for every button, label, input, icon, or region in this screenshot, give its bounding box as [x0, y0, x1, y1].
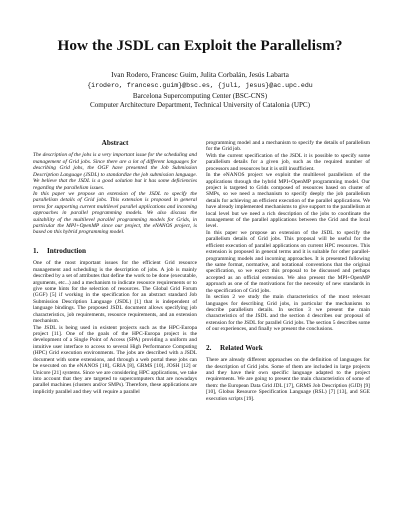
section-number: 1. — [33, 246, 39, 255]
body-paragraph: There are already different approaches on the definition of languages for the description of Grid jobs. Some of them are included in large projects and they have their own specific language adapted to the project requirements. We are going to present the main characteristics of some of them: the European Data Grid JDL [17], GRMS Job Description (GJD) [9] [10], Globus Resource Specification Language (RSL) [7] [13], and SGE execution scripts [19]. — [206, 357, 370, 402]
body-paragraph: One of the most important issues for the efficient Grid resource management and scheduling is the description of jobs. A job is mainly described by a set of attributes that define the work to be done (executable, arguments, etc...) and a mechanism to indicate resource requirements or to give some hints for the selection of resources. The Global Grid Forum (GGF) [5] if working in the specification for an abstract standard Job Submission Description Language (JSDL) [1] that is independent of language bindings. The proposed JSDL document allows specifying job characteristics, job requirements, resource requirements, and an extension mechanism. — [33, 260, 197, 325]
affiliation-2: Computer Architecture Department, Technical University of Catalonia (UPC) — [89, 101, 310, 109]
body-paragraph: In this paper we propose an extension of the JSDL to specify the parallelism details of Grid jobs. This proposal will be useful for the efficient execution of parallel applications on current HPC resources. This extension is proposed in general terms and it is suitable for other parallel-programming models and incoming approaches. It is presented following the same format, normative, and notational conventions that the original specification, so we expect this proposal to be discussed and perhaps accepted as an official extension. We also present the MPI+OpenMP approach as one of the motivations for the necessity of new standards in the specification of Grid jobs. — [206, 229, 370, 294]
right-column — [206, 140, 370, 402]
abstract-paragraph: The description of the jobs is a very important issue for the scheduling and management of Grid jobs. Since there are a lot of different languages for describing Grid jobs, the OGF have presented the Job Submission Description Language (JSDL) to standardize the job submission language. We believe that the JSDL is a good solution but it has some deficiencies regarding the parallelism issues. — [33, 152, 197, 191]
section-title: Related Work — [220, 343, 263, 352]
section-title: Introduction — [47, 246, 87, 255]
body-paragraph: In section 2 we study the main characteristics of the most relevant languages for describing Grid jobs, in particular the mechanisms to describe parallelism details. In section 3 we present the main characteristics of the JSDL and the section 4 describes our proposal of extension for the JSDL for parallel Grid jobs. The section 5 describes some of our experiences, and finally we present the conclusions. — [206, 294, 370, 333]
abstract-heading: Abstract — [101, 139, 129, 147]
body-paragraph: With the current specification of the JSDL it is possible to specify some parallelism details for a given job, such as the required number of processors and resources but it is still insufficient. — [206, 152, 370, 172]
section-number: 2. — [206, 343, 212, 352]
abstract-paragraph: In this paper we propose an extension of the JSDL to specify the parallelism details of Grid jobs. This extension is proposed in general terms for supporting current multilevel parallel applications and incoming approaches in parallel programming models. We also discuss the suitability of the multilevel parallel programming models for Grids, in particular the MPI+OpenMP since our project, the eNANOS project, is based on this hybrid programming model. — [33, 190, 197, 236]
author-emails: {irodero, francesc.guim}@bsc.es, {juli, jesus}@ac.upc.edu — [87, 82, 313, 89]
author-list: Ivan Rodero, Francesc Guim, Julita Corbalán, Jesús Labarta — [111, 70, 289, 79]
body-paragraph: In the eNANOS project we exploit the multilevel parallelism of the applications through the hybrid MPI+OpenMP programming model. Our project is targeted to Grids composed of resources based on cluster of SMPs, so we need a mechanism to specify deeply the job parallelism details for achieving an efficient execution of the parallel applications. We have already implemented mechanisms to give support to the parallelism at local level but we need a rich description of the jobs to coordinate the management of the parallel applications between the Grid and the local level. — [206, 172, 370, 230]
left-column — [33, 140, 197, 395]
body-paragraph: programming model and a mechanism to specify the details of parallelism for the Grid job. — [206, 140, 370, 153]
body-paragraph: The JSDL is being used in existent projects such as the HPC-Europa project [11]. One of the goals of the HPC-Europa project is the development of a Single Point of Access (SPA) providing a uniform and intuitive user interface to access to several High Performance Computing (HPC) Grid execution environments. The jobs are described with a JSDL document with some extensions, and through a web portal these jobs can be executed on the eNANOS [18], GRIA [8], GRMS [10], JOSH [12] or Unicore [21] systems. Since we are considering HPC applications, we take into account that they are targeted to supercomputers that are nowadays parallel machines (clusters and/or SMPs). Therefore, these applications are implicitly parallel and they will require a parallel — [33, 324, 197, 395]
paper-title: How the JSDL can Exploit the Parallelism? — [57, 37, 343, 54]
affiliation-1: Barcelona Supercomputing Center (BSC-CNS) — [132, 92, 268, 100]
